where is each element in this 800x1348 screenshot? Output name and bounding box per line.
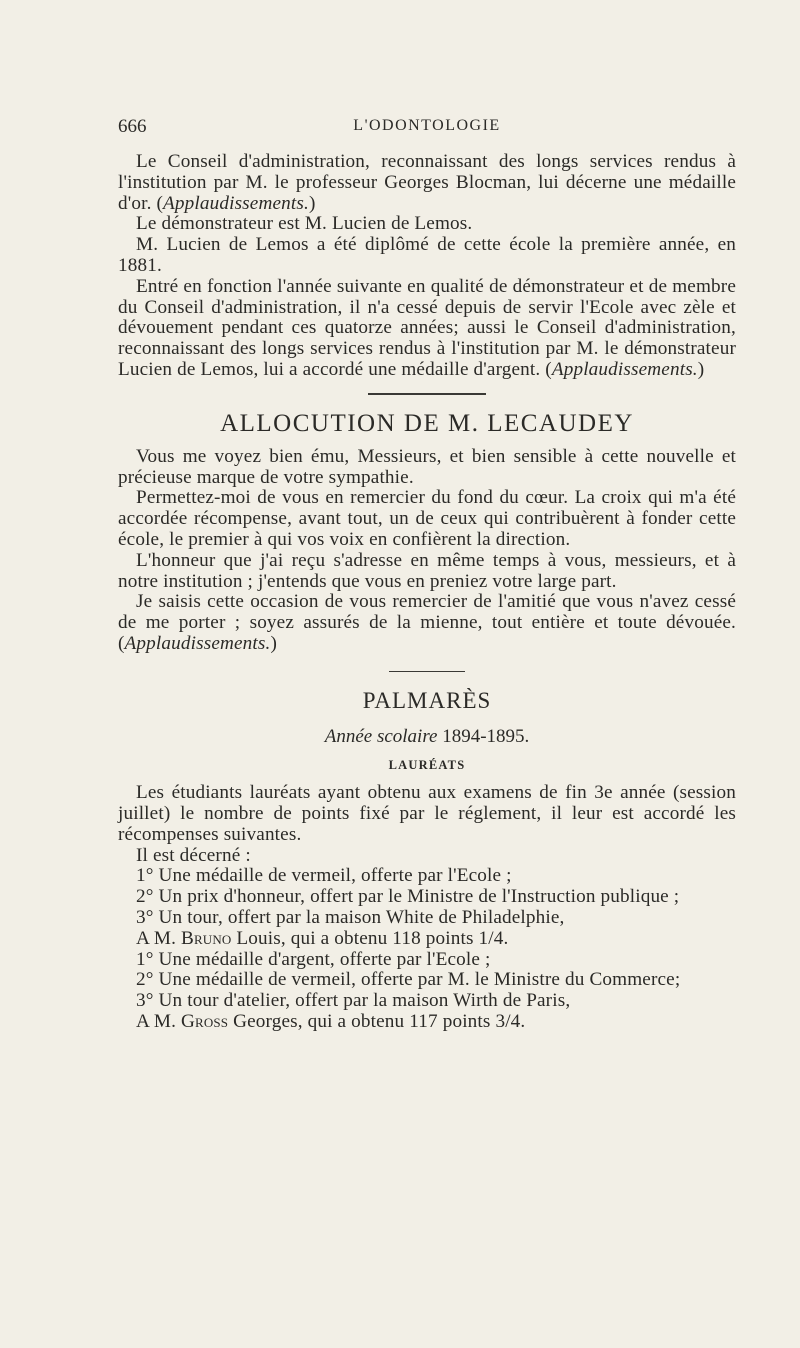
section-title: PALMARÈS (362, 688, 492, 714)
list-item: 1° Une médaille de vermeil, offerte par l'Ecole ; (136, 865, 512, 887)
paragraph: M. Lucien de Lemos a été diplômé de cette école la première année, en 1881. (118, 234, 736, 276)
list-item: 3° Un tour d'atelier, offert par la maison Wirth de Paris, (136, 990, 571, 1012)
list-item: 1° Une médaille d'argent, offerte par l'Ecole ; (136, 948, 491, 970)
paragraph: Permettez-moi de vous en remercier du fond du cœur. La croix qui m'a été accordée récompense, avant tout, un de ceux qui contribuèrent à fonder cette école, le premier à qui vos voix en confièrent la direction. (118, 487, 736, 550)
section-title: ALLOCUTION DE M. LECAUDEY (220, 409, 634, 437)
paragraph: Entré en fonction l'année suivante en qualité de démonstrateur et de membre du Conseil d'administration, il n'a cessé depuis de servir l'Ecole avec zèle et dévouement pendant ces quatorze années; aussi le Conseil d'administration, reconnaissant des longs services rendus à l'institution par M. le démonstrateur Lucien de Lemos, lui a accordé une médaille d'argent. (Applaudissements.) (118, 275, 736, 380)
section-divider (368, 393, 486, 395)
running-title: L'ODONTOLOGIE (353, 117, 501, 134)
list-item: 2° Une médaille de vermeil, offerte par M. le Ministre du Commerce; (136, 969, 681, 991)
laureate-name: Gross (181, 1011, 229, 1032)
paragraph: Je saisis cette occasion de vous remercier de l'amitié que vous n'avez cessé de me porter ; soyez assurés de la mienne, tout entière et toute dévouée. (Applaudissements.) (118, 591, 736, 654)
laureate-line: A M. Bruno Louis, qui a obtenu 118 points 1/4. (136, 927, 509, 949)
page-header (118, 116, 736, 142)
subsection-title: LAURÉATS (388, 758, 466, 773)
page-number: 666 (118, 116, 147, 137)
paragraph: Le Conseil d'administration, reconnaissant des longs services rendus à l'institution par M. le professeur Georges Blocman, lui décerne une médaille d'or. (Applaudissements.) (118, 151, 736, 214)
list-item: 3° Un tour, offert par la maison White de Philadelphie, (136, 907, 565, 929)
laureate-line: A M. Gross Georges, qui a obtenu 117 points 3/4. (136, 1011, 526, 1032)
paragraph: L'honneur que j'ai reçu s'adresse en même temps à vous, messieurs, et à notre institution ; j'entends que vous en preniez votre large part. (118, 549, 736, 592)
paragraph: Le démonstrateur est M. Lucien de Lemos. (136, 213, 473, 235)
school-year: Année scolaire 1894-1895. (324, 726, 530, 748)
page-body (118, 152, 736, 1033)
laureate-name: Bruno (181, 927, 232, 949)
paragraph: Les étudiants lauréats ayant obtenu aux examens de fin 3e année (session juillet) le nombre de points fixé par le réglement, il leur est accordé les récompenses suivantes. (118, 782, 736, 845)
section-divider (389, 671, 465, 673)
paragraph: Vous me voyez bien ému, Messieurs, et bien sensible à cette nouvelle et précieuse marque de votre sympathie. (118, 445, 736, 488)
paragraph: Il est décerné : (136, 844, 251, 866)
list-item: 2° Un prix d'honneur, offert par le Ministre de l'Instruction publique ; (136, 886, 680, 908)
